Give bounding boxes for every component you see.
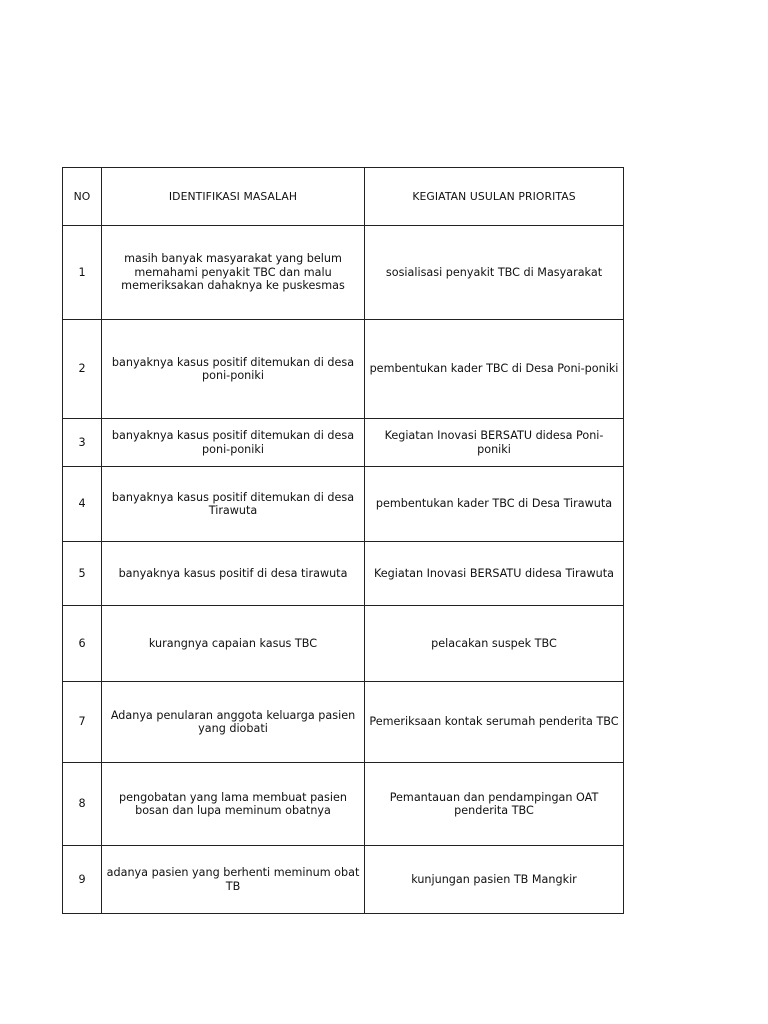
problem-cell: banyaknya kasus positif di desa tirawuta <box>102 542 365 606</box>
problem-cell: banyaknya kasus positif ditemukan di desa Tirawuta <box>102 467 365 542</box>
row-number: 1 <box>63 226 102 320</box>
problem-cell: banyaknya kasus positif ditemukan di desa poni-poniki <box>102 320 365 419</box>
row-number: 4 <box>63 467 102 542</box>
row-number: 7 <box>63 682 102 763</box>
header-identifikasi-masalah: IDENTIFIKASI MASALAH <box>102 168 365 226</box>
table-row <box>63 542 624 606</box>
activity-cell: Kegiatan Inovasi BERSATU didesa Poni-poniki <box>365 419 624 467</box>
row-number: 5 <box>63 542 102 606</box>
table-row <box>63 320 624 419</box>
problem-cell: kurangnya capaian kasus TBC <box>102 606 365 682</box>
table-row <box>63 846 624 914</box>
activity-cell: sosialisasi penyakit TBC di Masyarakat <box>365 226 624 320</box>
activity-cell: pembentukan kader TBC di Desa Tirawuta <box>365 467 624 542</box>
row-number: 9 <box>63 846 102 914</box>
activity-cell: pembentukan kader TBC di Desa Poni-poniki <box>365 320 624 419</box>
row-number: 2 <box>63 320 102 419</box>
problem-cell: Adanya penularan anggota keluarga pasien yang diobati <box>102 682 365 763</box>
problem-cell: banyaknya kasus positif ditemukan di desa poni-poniki <box>102 419 365 467</box>
table-row <box>63 226 624 320</box>
row-number: 8 <box>63 763 102 846</box>
problem-cell: masih banyak masyarakat yang belum memahami penyakit TBC dan malu memeriksakan dahaknya ke puskesmas <box>102 226 365 320</box>
row-number: 6 <box>63 606 102 682</box>
problem-cell: adanya pasien yang berhenti meminum obat TB <box>102 846 365 914</box>
activity-cell: pelacakan suspek TBC <box>365 606 624 682</box>
priority-table <box>62 167 624 914</box>
header-kegiatan-usulan: KEGIATAN USULAN PRIORITAS <box>365 168 624 226</box>
header-no: NO <box>63 168 102 226</box>
activity-cell: Kegiatan Inovasi BERSATU didesa Tirawuta <box>365 542 624 606</box>
table-header <box>63 168 624 226</box>
row-number: 3 <box>63 419 102 467</box>
table-row <box>63 763 624 846</box>
problem-cell: pengobatan yang lama membuat pasien bosan dan lupa meminum obatnya <box>102 763 365 846</box>
table-row <box>63 682 624 763</box>
activity-cell: Pemantauan dan pendampingan OAT penderita TBC <box>365 763 624 846</box>
activity-cell: kunjungan pasien TB Mangkir <box>365 846 624 914</box>
table-row <box>63 606 624 682</box>
activity-cell: Pemeriksaan kontak serumah penderita TBC <box>365 682 624 763</box>
table-row <box>63 467 624 542</box>
table-row <box>63 419 624 467</box>
table-body <box>63 226 624 914</box>
header-row <box>63 168 624 226</box>
